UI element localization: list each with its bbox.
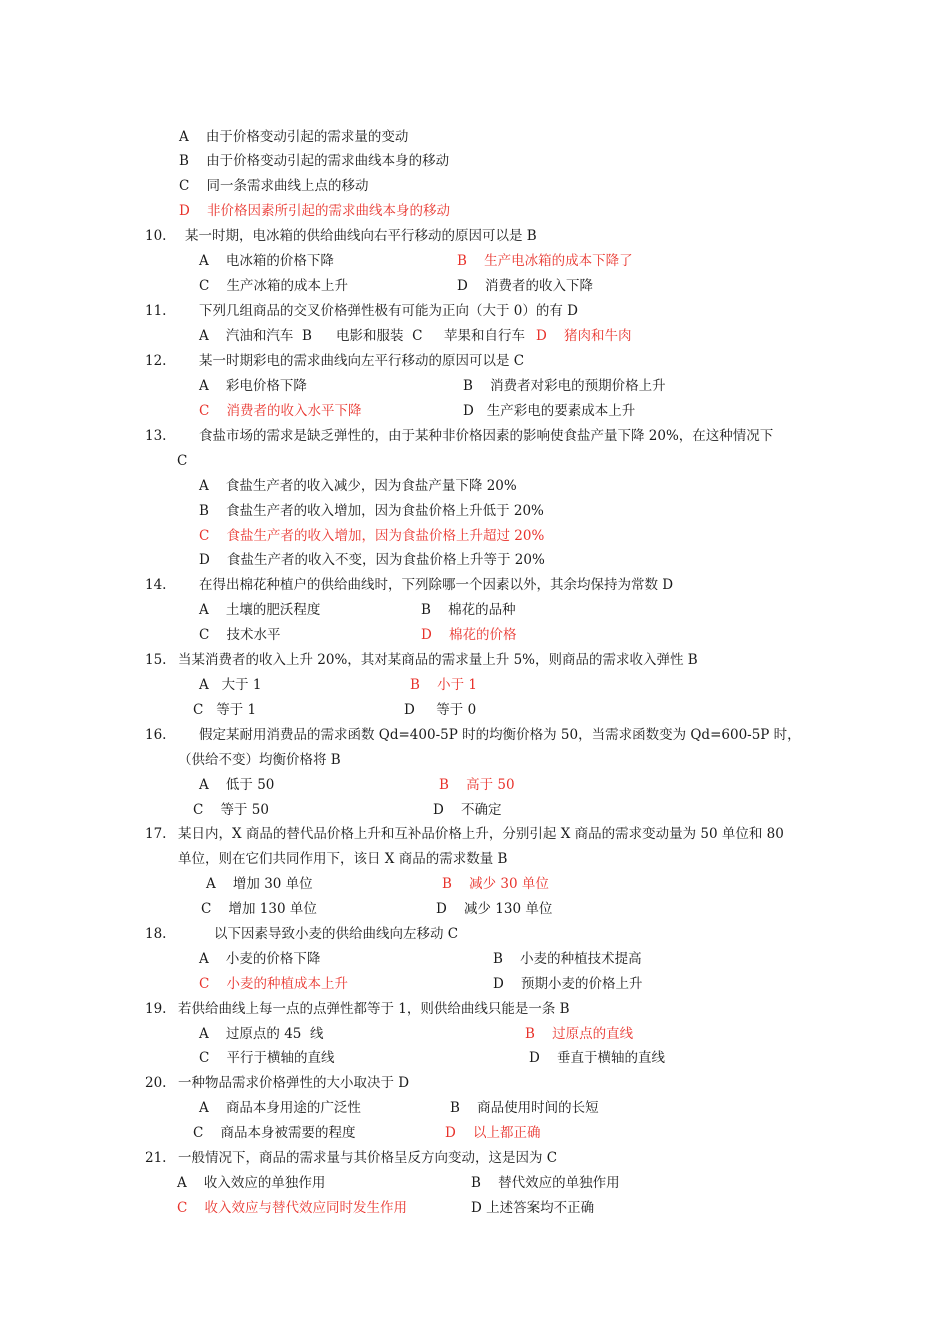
- q14-option-c: C 技术水平: [199, 627, 281, 643]
- q19-stem: 若供给曲线上每一点的点弹性都等于 1，则供给曲线只能是一条 B: [178, 1001, 570, 1017]
- q19-option-c: C 平行于横轴的直线: [199, 1050, 335, 1066]
- q14-number: 14.: [145, 577, 167, 593]
- q12-number: 12.: [145, 353, 167, 369]
- q16-stem: 假定某耐用消费品的需求函数 Qd=400-5P 时的均衡价格为 50，当需求函数变为 Qd=600-5P 时，: [199, 727, 801, 743]
- q10-option-d: D 消费者的收入下降: [457, 278, 593, 294]
- q21-number: 21.: [145, 1150, 167, 1166]
- q17-option-d: D 减少 130 单位: [436, 901, 553, 917]
- q19-number: 19.: [145, 1001, 167, 1017]
- q21-stem: 一般情况下，商品的需求量与其价格呈反方向变动，这是因为 C: [178, 1150, 558, 1166]
- q11-option-a: A 汽油和汽车 B: [199, 328, 312, 344]
- q9-option-b: B 由于价格变动引起的需求曲线本身的移动: [179, 153, 450, 169]
- q14-option-a: A 土壤的肥沃程度: [199, 602, 321, 618]
- q13-number: 13.: [145, 428, 167, 444]
- q17-option-c: C 增加 130 单位: [201, 901, 317, 917]
- q13-stem-continued: C: [177, 453, 188, 469]
- q11-option-d: D 猪肉和牛肉: [536, 328, 632, 344]
- q18-option-a: A 小麦的价格下降: [199, 951, 321, 967]
- q17-option-b: B 减少 30 单位: [442, 876, 549, 892]
- q14-option-b: B 棉花的品种: [421, 602, 516, 618]
- q15-option-b: B 小于 1: [410, 677, 477, 693]
- q12-stem: 某一时期彩电的需求曲线向左平行移动的原因可以是 C: [199, 353, 525, 369]
- q12-option-b: B 消费者对彩电的预期价格上升: [463, 378, 666, 394]
- q20-stem: 一种物品需求价格弹性的大小取决于 D: [178, 1075, 410, 1091]
- q17-option-a: A 增加 30 单位: [206, 876, 313, 892]
- q21-option-c: C 收入效应与替代效应同时发生作用: [177, 1200, 407, 1216]
- q18-number: 18.: [145, 926, 167, 942]
- q10-option-c: C 生产冰箱的成本上升: [199, 278, 348, 294]
- q17-stem-continued: 单位，则在它们共同作用下，该日 X 商品的需求数量 B: [178, 851, 508, 867]
- q11-number: 11.: [145, 303, 167, 319]
- q13-option-b: B 食盐生产者的收入增加，因为食盐价格上升低于 20%: [199, 503, 544, 519]
- q14-option-d: D 棉花的价格: [421, 627, 517, 643]
- q20-option-a: A 商品本身用途的广泛性: [199, 1100, 361, 1116]
- q21-option-d: D 上述答案均不正确: [471, 1200, 595, 1216]
- q11-option-c: 苹果和自行车: [444, 328, 525, 344]
- q14-stem: 在得出棉花种植户的供给曲线时，下列除哪一个因素以外，其余均保持为常数 D: [199, 577, 674, 593]
- q10-option-a: A 电冰箱的价格下降: [199, 253, 334, 269]
- q18-option-c: C 小麦的种植成本上升: [199, 976, 348, 992]
- q21-option-b: B 替代效应的单独作用: [471, 1175, 620, 1191]
- q13-option-c: C 食盐生产者的收入增加，因为食盐价格上升超过 20%: [199, 528, 545, 544]
- q13-option-a: A 食盐生产者的收入减少，因为食盐产量下降 20%: [199, 478, 517, 494]
- q11-stem: 下列几组商品的交叉价格弹性极有可能为正向（大于 0）的有 D: [199, 303, 578, 319]
- q15-option-d: D 等于 0: [404, 702, 477, 718]
- q13-option-d: D 食盐生产者的收入不变，因为食盐价格上升等于 20%: [199, 552, 545, 568]
- q16-option-a: A 低于 50: [199, 777, 275, 793]
- q15-option-c: C 等于 1: [193, 702, 257, 718]
- q15-option-a: A 大于 1: [199, 677, 262, 693]
- q16-option-d: D 不确定: [433, 802, 502, 818]
- q9-option-c: C 同一条需求曲线上点的移动: [179, 178, 369, 194]
- q12-option-a: A 彩电价格下降: [199, 378, 307, 394]
- q19-option-b: B 过原点的直线: [525, 1026, 634, 1042]
- q20-option-d: D 以上都正确: [445, 1125, 541, 1141]
- q20-number: 20.: [145, 1075, 167, 1091]
- q20-option-b: B 商品使用时间的长短: [450, 1100, 599, 1116]
- q19-option-a: A 过原点的 45 线: [199, 1026, 324, 1042]
- q10-stem: 某一时期，电冰箱的供给曲线向右平行移动的原因可以是 B: [185, 228, 537, 244]
- q15-number: 15.: [145, 652, 167, 668]
- q12-option-d: D 生产彩电的要素成本上升: [463, 403, 636, 419]
- q9-option-d: D 非价格因素所引起的需求曲线本身的移动: [179, 203, 450, 219]
- q17-number: 17.: [145, 826, 167, 842]
- q9-option-a: A 由于价格变动引起的需求量的变动: [179, 129, 409, 145]
- q16-option-b: B 高于 50: [439, 777, 515, 793]
- q17-stem: 某日内，X 商品的替代品价格上升和互补品价格上升，分别引起 X 商品的需求变动量为 50 单位和 80: [178, 826, 784, 842]
- q10-option-b: B 生产电冰箱的成本下降了: [457, 253, 633, 269]
- q16-number: 16.: [145, 727, 167, 743]
- q11-option-b: 电影和服装 C: [336, 328, 423, 344]
- q16-stem-continued: （供给不变）均衡价格将 B: [178, 752, 341, 768]
- q10-number: 10.: [145, 228, 167, 244]
- q18-option-d: D 预期小麦的价格上升: [493, 976, 643, 992]
- q13-stem: 食盐市场的需求是缺乏弹性的，由于某种非价格因素的影响使食盐产量下降 20%，在这种情况下: [199, 428, 774, 444]
- q18-stem: 以下因素导致小麦的供给曲线向左移动 C: [214, 926, 459, 942]
- q21-option-a: A 收入效应的单独作用: [177, 1175, 326, 1191]
- q18-option-b: B 小麦的种植技术提高: [493, 951, 642, 967]
- q15-stem: 当某消费者的收入上升 20%，其对某商品的需求量上升 5%，则商品的需求收入弹性 B: [178, 652, 698, 668]
- q20-option-c: C 商品本身被需要的程度: [193, 1125, 356, 1141]
- q12-option-c: C 消费者的收入水平下降: [199, 403, 362, 419]
- q16-option-c: C 等于 50: [193, 802, 269, 818]
- q19-option-d: D 垂直于横轴的直线: [529, 1050, 665, 1066]
